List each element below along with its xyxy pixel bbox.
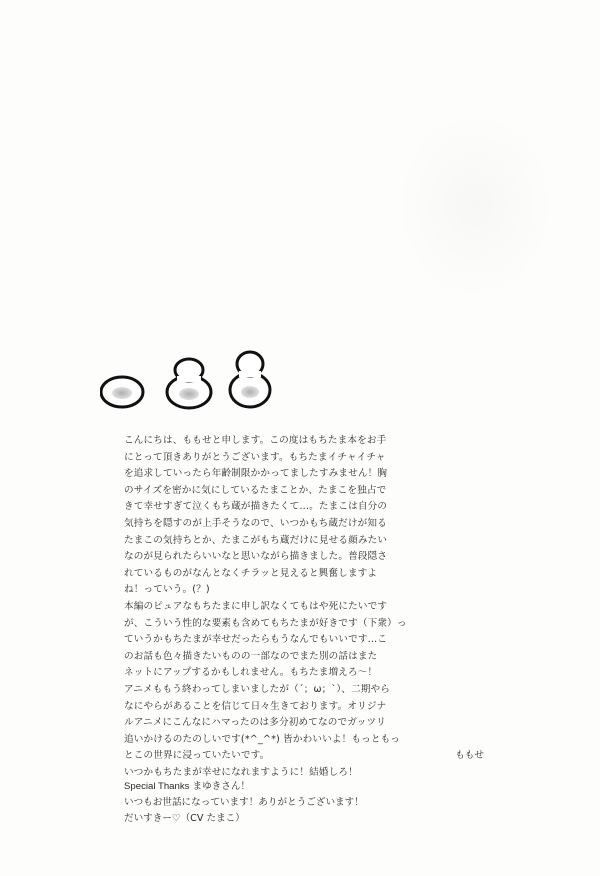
afterword-line: アニメももう終わってしまいましたが（´；ω；`）、二期やら (124, 683, 391, 695)
author-signature: ももせ (455, 750, 484, 761)
afterword-line: きて幸せすぎて泣くもち蔵が描きたくて…。たまこは自分の (124, 501, 388, 513)
afterword-line: 気持ちを隠すのが上手そうなので、いつかもち蔵だけが知る (124, 517, 387, 529)
afterword-line: ていうかもちたまが幸せだったらもうなんでもいいです…こ (124, 634, 388, 646)
afterword-line: のサイズを密かに気にしているたまことか、たまこを独占で (124, 484, 387, 496)
afterword-line: とこの世界に浸っていたいです。 (124, 750, 270, 762)
thanks-line-3: だいすきー♡（CV たまこ） (124, 813, 245, 824)
afterword-line: にとって頂きありがとうございます。もちたまイチャイチャ (124, 451, 386, 463)
afterword-line: いつかもちたまが幸せになれますように！結婚しろ！ (124, 766, 358, 778)
thanks-line-1 (124, 779, 484, 795)
mochi-drawing (100, 348, 300, 418)
afterword-line: たまこの気持ちとか、たまこがもち蔵だけに見せる顔みたい (124, 534, 388, 546)
afterword-line: 追いかけるのたのしいです(*^_^*) 皆かわいいよ！もっともっ (124, 733, 401, 745)
afterword-line: なにやらがあることを信じて日々生きております。オリジナ (124, 700, 387, 712)
afterword-line: ね！っていう。(？) (124, 584, 210, 596)
mochi-illustration (100, 348, 300, 418)
afterword-line: なのが見られたらいいなと思いながら描きました。普段隠さ (124, 551, 388, 563)
mochi-three (230, 352, 270, 407)
thanks-line-2: いつもお世話になっています！ありがとうございます！ (124, 797, 364, 808)
afterword-line: が、こういう性的な要素も含めてもちたまが好きです（下衆）っ (124, 617, 407, 629)
afterword-line: ルアニメにこんなにハマったのは多分初めてなのでガッツリ (124, 717, 387, 729)
afterword-line: れているものがなんとなくチラッと見えると興奮しますよ (124, 567, 378, 579)
thanks-heading: Special Thanks (124, 781, 190, 792)
mochi-two (167, 359, 211, 408)
afterword-line: 本編のピュアなもちたまに申し訳なくてもはや死にたいです (124, 600, 388, 612)
afterword-line: を追求していったら年齢制限かかってましたすみません！胸 (124, 468, 388, 480)
afterword-line: ネットにアップするかもしれません。もちたま増えろ〜！ (124, 667, 378, 679)
special-thanks (124, 779, 484, 827)
thanks-recipient: まゆきさん！ (189, 781, 251, 792)
afterword-line: こんにちは、ももせと申します。この度はもちたま本をお手 (124, 435, 387, 446)
mochi-one (101, 377, 143, 407)
afterword-line: のお話も色々描きたいものの一部なのでまた別の話はまた (124, 650, 378, 662)
bleed-through-shadow (395, 110, 555, 300)
afterword-text (124, 433, 484, 781)
